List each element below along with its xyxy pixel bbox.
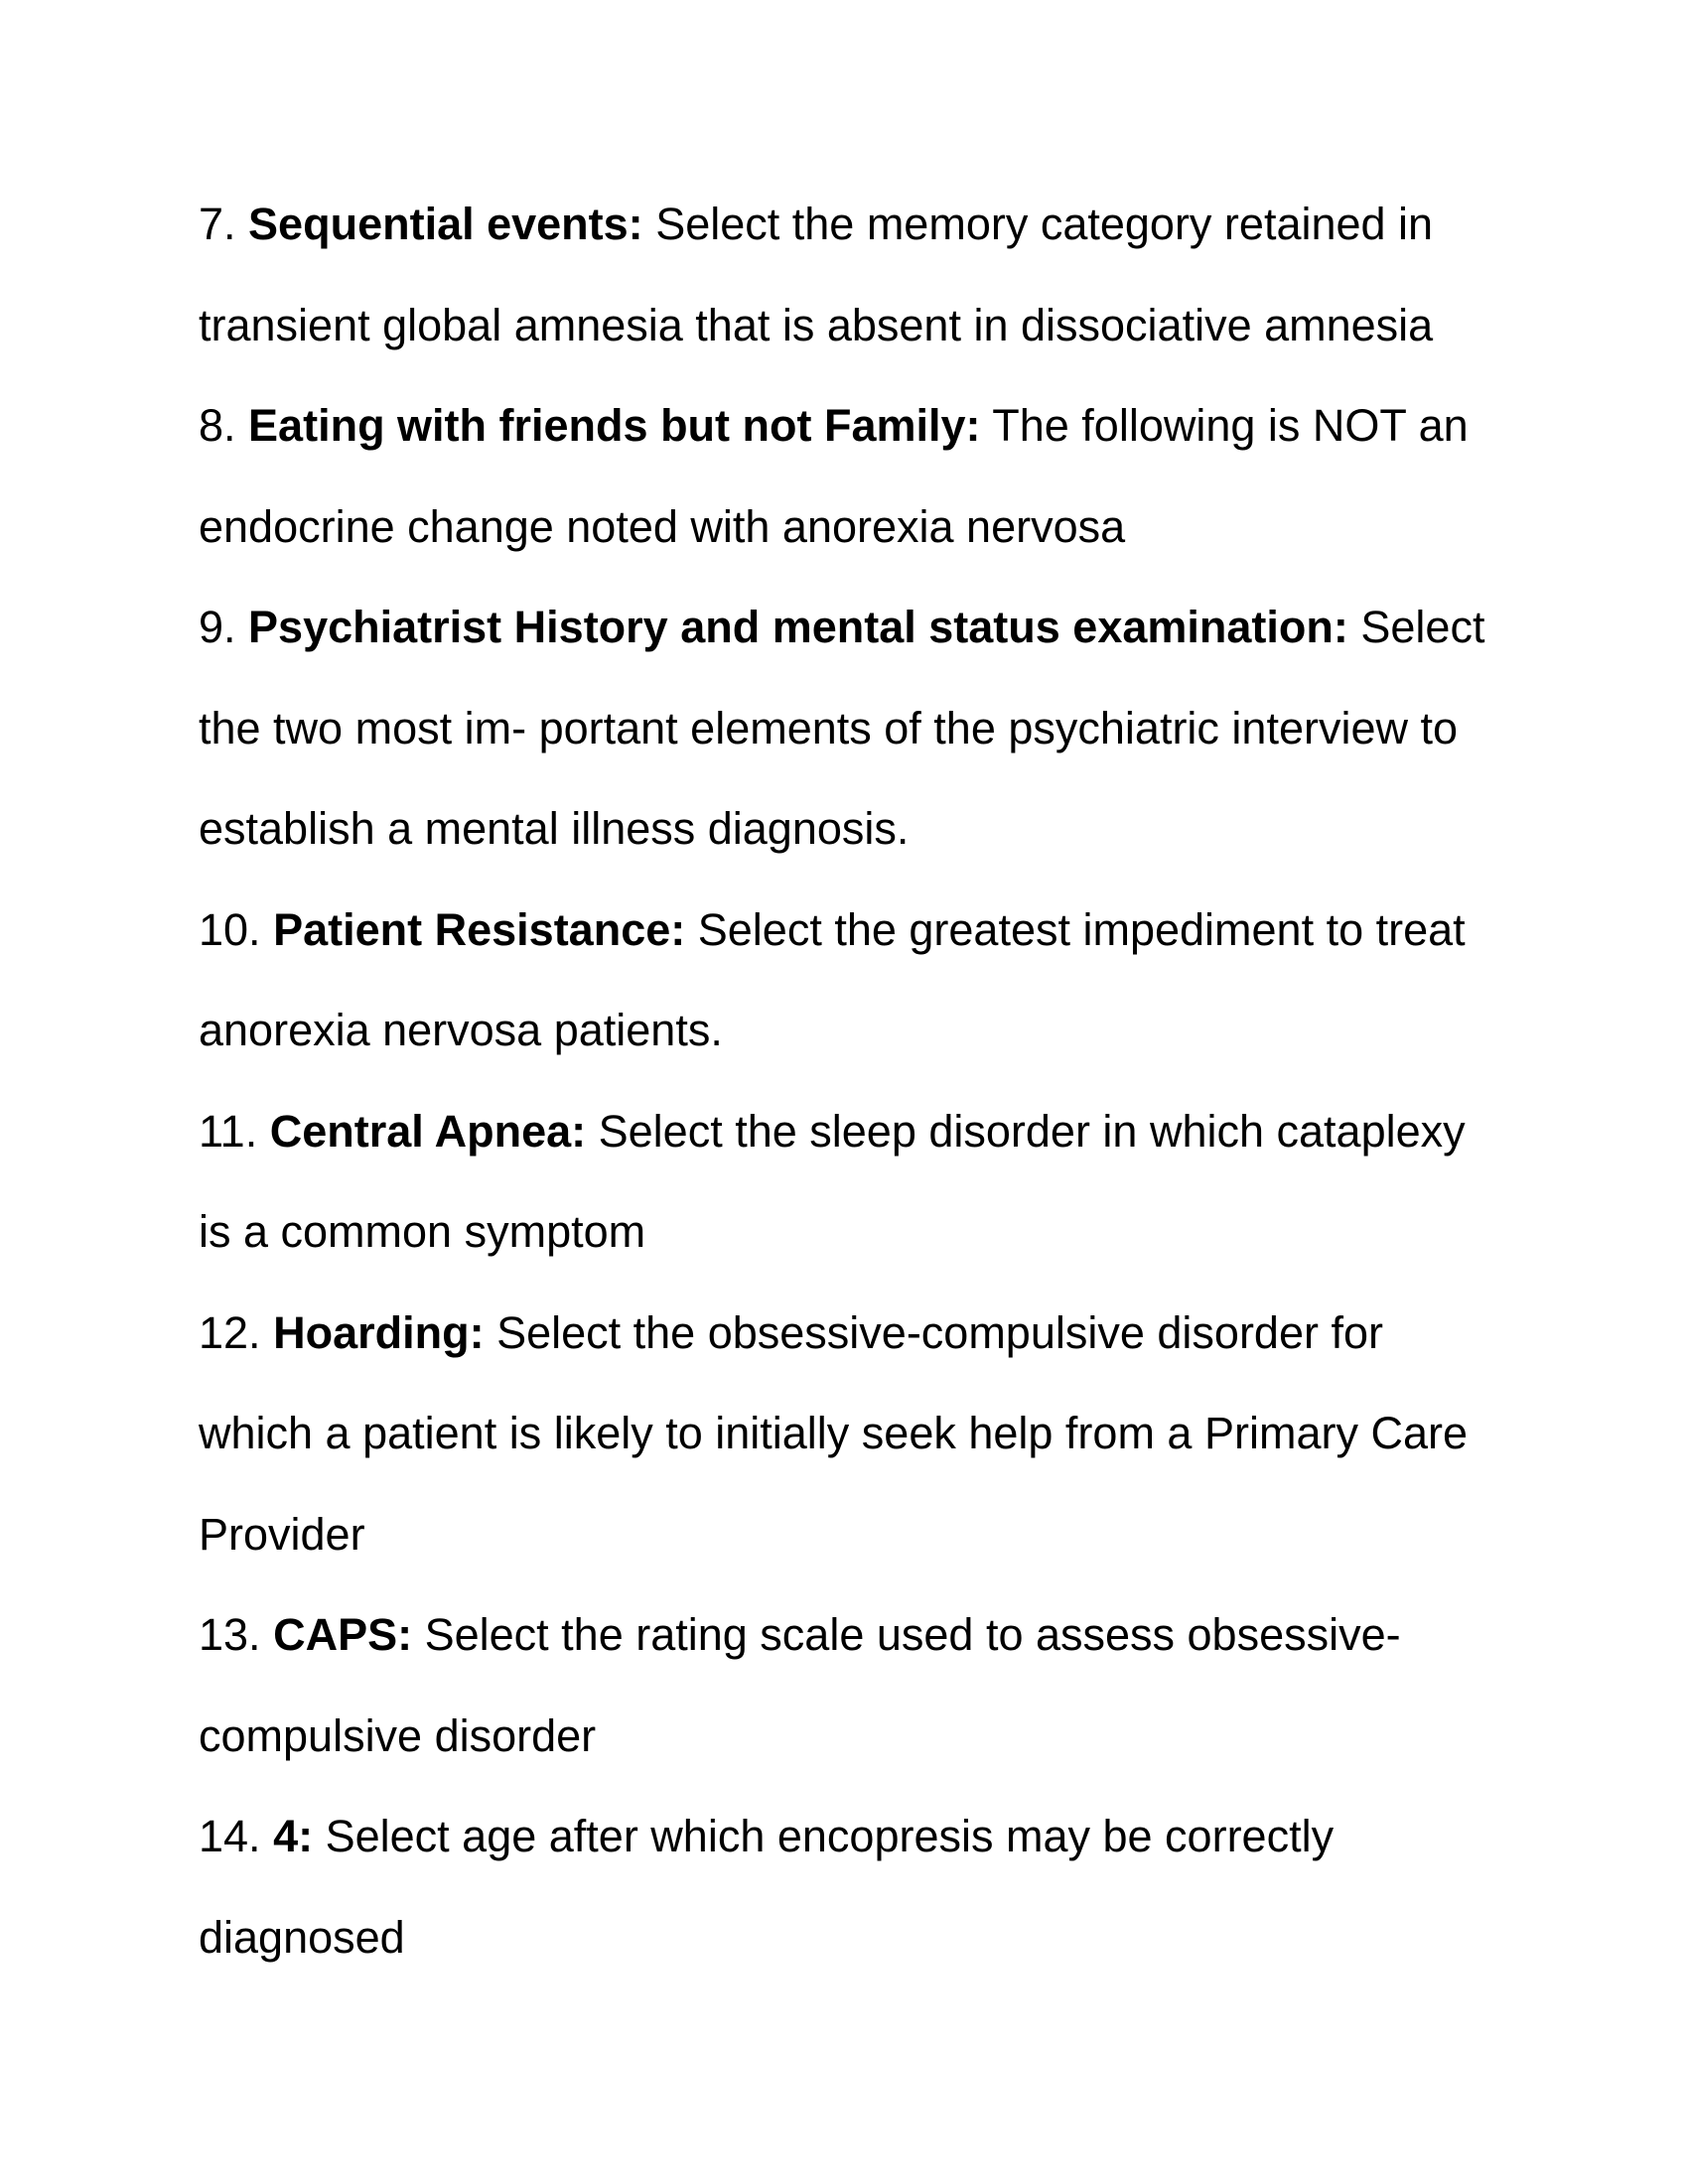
item-number: 7.	[199, 199, 236, 249]
list-item-9	[199, 577, 1509, 880]
item-question: Select the obsessive-compulsive disorder for which a patient is likely to initially seek help from a Primary Care Provider	[199, 1306, 1468, 1560]
list-item-8	[199, 375, 1509, 577]
item-number: 8.	[199, 400, 236, 451]
item-question: Select the memory category retained in transient global amnesia that is absent in dissociative amnesia	[199, 199, 1434, 350]
item-question: Select the sleep disorder in which cataplexy is a common symptom	[199, 1105, 1466, 1257]
item-answer: Sequential events:	[248, 199, 643, 249]
item-question: Select the rating scale used to assess obsessive-compulsive disorder	[199, 1609, 1401, 1761]
item-question: Select age after which encopresis may be correctly diagnosed	[199, 1811, 1335, 1963]
item-answer: Patient Resistance:	[273, 903, 686, 955]
item-number: 10.	[199, 903, 261, 955]
list-item-7	[199, 174, 1509, 375]
item-answer: Psychiatrist History and mental status examination:	[248, 602, 1348, 652]
list-item-10	[199, 880, 1509, 1081]
item-question: The following is NOT an endocrine change noted with anorexia nervosa	[199, 400, 1469, 552]
item-number: 12.	[199, 1306, 261, 1358]
item-number: 14.	[199, 1811, 261, 1861]
question-list	[199, 174, 1509, 1987]
item-answer: Central Apnea:	[269, 1105, 587, 1157]
item-answer: 4:	[273, 1811, 314, 1861]
list-item-11	[199, 1081, 1509, 1283]
item-question: Select the greatest impediment to treat anorexia nervosa patients.	[199, 903, 1466, 1055]
item-number: 11.	[199, 1105, 258, 1157]
item-question: Select the two most im- portant elements of the psychiatric interview to establish a mental illness diagnosis.	[199, 602, 1485, 854]
list-item-13	[199, 1584, 1509, 1786]
item-answer: Hoarding:	[273, 1306, 485, 1358]
list-item-12	[199, 1283, 1509, 1585]
item-answer: Eating with friends but not Family:	[248, 400, 981, 451]
item-number: 13.	[199, 1609, 261, 1660]
item-answer: CAPS:	[273, 1609, 413, 1660]
list-item-14	[199, 1786, 1509, 1987]
item-number: 9.	[199, 602, 236, 652]
